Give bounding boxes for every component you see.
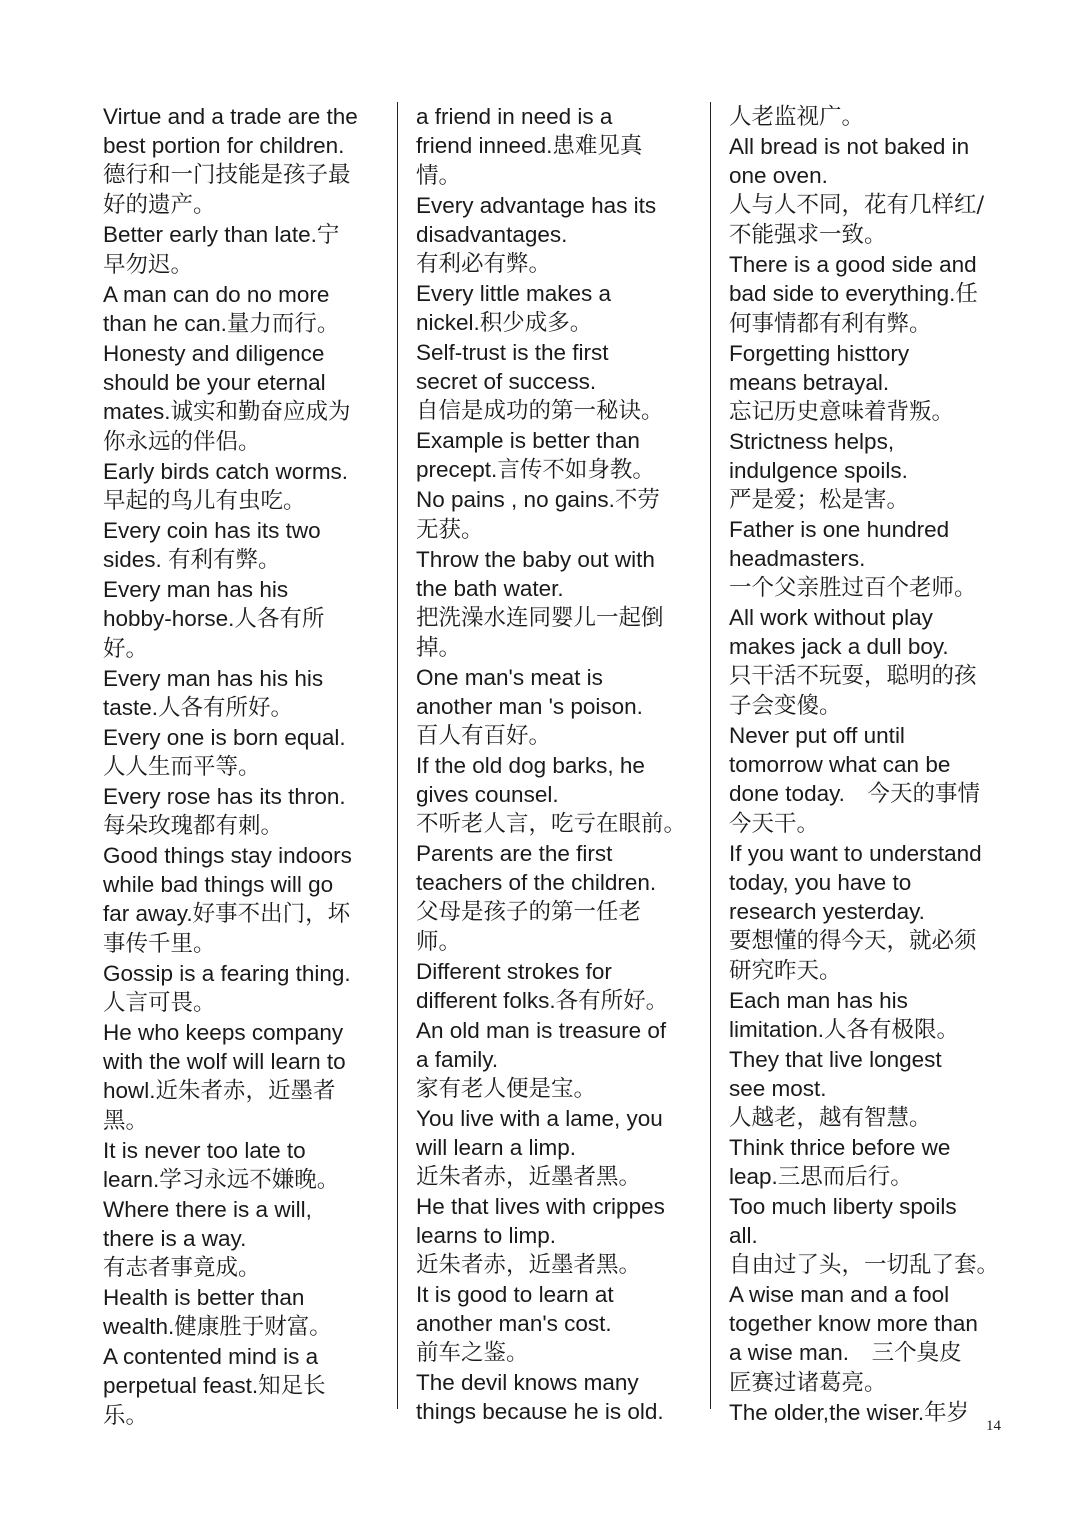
text-line: see most. bbox=[729, 1076, 827, 1101]
text-line: A contented mind is a bbox=[103, 1344, 319, 1369]
text-line: today, you have to bbox=[729, 870, 912, 895]
text-line: 近朱者赤，近墨者黑。 bbox=[416, 1252, 642, 1278]
column-divider bbox=[397, 102, 398, 1409]
text-line: secret of success. bbox=[416, 369, 597, 394]
text-line: A man can do no more bbox=[103, 282, 330, 307]
text-line: hobby-horse.人各有所 bbox=[103, 606, 325, 632]
text-line: Better early than late.宁 bbox=[103, 222, 340, 248]
text-line: If you want to understand bbox=[729, 841, 982, 866]
text-line: 师。 bbox=[416, 929, 462, 955]
text-line: precept.言传不如身教。 bbox=[416, 457, 655, 483]
text-line: 早起的鸟儿有虫吃。 bbox=[103, 488, 306, 514]
text-line: tomorrow what can be bbox=[729, 752, 951, 777]
text-line: He who keeps company bbox=[103, 1020, 344, 1045]
text-line: indulgence spoils. bbox=[729, 458, 908, 483]
text-line: than he can.量力而行。 bbox=[103, 311, 340, 337]
column-middle bbox=[416, 102, 698, 1424]
text-line: 人越老，越有智慧。 bbox=[729, 1105, 932, 1131]
text-line: 忘记历史意味着背叛。 bbox=[729, 399, 955, 425]
text-line: things because he is old. bbox=[416, 1399, 664, 1424]
text-line: makes jack a dull boy. bbox=[729, 634, 949, 659]
text-line: 不能强求一致。 bbox=[729, 222, 887, 248]
text-line: sides. 有利有弊。 bbox=[103, 547, 281, 573]
text-line: If the old dog barks, he bbox=[416, 753, 645, 778]
text-line: 黑。 bbox=[103, 1108, 149, 1134]
text-line: howl.近朱者赤，近墨者 bbox=[103, 1078, 336, 1104]
text-line: It is good to learn at bbox=[416, 1282, 614, 1307]
text-line: 有志者事竟成。 bbox=[103, 1255, 261, 1281]
text-line: wealth.健康胜于财富。 bbox=[103, 1314, 332, 1340]
text-line: Example is better than bbox=[416, 428, 640, 453]
text-line: Parents are the first bbox=[416, 841, 613, 866]
text-line: 自信是成功的第一秘诀。 bbox=[416, 398, 664, 424]
text-line: far away.好事不出门，坏 bbox=[103, 901, 351, 927]
text-line: 人老监视广。 bbox=[729, 104, 865, 130]
text-line: The devil knows many bbox=[416, 1370, 639, 1395]
text-line: Think thrice before we bbox=[729, 1135, 951, 1160]
text-line: 好的遗产。 bbox=[103, 192, 216, 218]
text-line: done today. 今天的事情 bbox=[729, 781, 980, 807]
text-line: 何事情都有利有弊。 bbox=[729, 311, 932, 337]
text-line: 家有老人便是宝。 bbox=[416, 1076, 597, 1102]
text-line: nickel.积少成多。 bbox=[416, 310, 593, 336]
text-line: one oven. bbox=[729, 163, 828, 188]
text-line: should be your eternal bbox=[103, 370, 326, 395]
text-line: He that lives with crippes bbox=[416, 1194, 665, 1219]
text-line: 研究昨天。 bbox=[729, 958, 842, 984]
text-line: Self-trust is the first bbox=[416, 340, 609, 365]
text-line: Every one is born equal. bbox=[103, 725, 346, 750]
text-line: 情。 bbox=[416, 163, 462, 189]
text-line: 近朱者赤，近墨者黑。 bbox=[416, 1164, 642, 1190]
text-line: 只干活不玩耍，聪明的孩 bbox=[729, 663, 977, 689]
text-line: 掉。 bbox=[416, 635, 462, 661]
text-line: Forgetting histtory bbox=[729, 341, 910, 366]
text-line: Every coin has its two bbox=[103, 518, 321, 543]
text-line: disadvantages. bbox=[416, 222, 568, 247]
text-line: friend inneed.患难见真 bbox=[416, 133, 643, 159]
text-line: Early birds catch worms. bbox=[103, 459, 349, 484]
text-line: together know more than bbox=[729, 1311, 978, 1336]
text-line: teachers of the children. bbox=[416, 870, 657, 895]
text-line: 严是爱；松是害。 bbox=[729, 487, 910, 513]
text-line: 子会变傻。 bbox=[729, 693, 842, 719]
text-line: A wise man and a fool bbox=[729, 1282, 950, 1307]
text-line: 父母是孩子的第一任老 bbox=[416, 899, 642, 925]
text-line: Too much liberty spoils bbox=[729, 1194, 957, 1219]
text-line: 人与人不同，花有几样红/ bbox=[729, 192, 985, 218]
text-line: Father is one hundred bbox=[729, 517, 950, 542]
text-line: mates.诚实和勤奋应成为 bbox=[103, 399, 351, 425]
text-line: Different strokes for bbox=[416, 959, 612, 984]
text-line: 把洗澡水连同婴儿一起倒 bbox=[416, 605, 664, 631]
text-line: with the wolf will learn to bbox=[103, 1049, 346, 1074]
text-line: different folks.各有所好。 bbox=[416, 988, 669, 1014]
text-line: Good things stay indoors bbox=[103, 843, 352, 868]
text-line: perpetual feast.知足长 bbox=[103, 1373, 326, 1399]
text-line: learn.学习永远不嫌晚。 bbox=[103, 1167, 340, 1193]
text-line: leap.三思而后行。 bbox=[729, 1164, 913, 1190]
text-line: another man 's poison. bbox=[416, 694, 643, 719]
text-line: Every man has his bbox=[103, 577, 289, 602]
text-line: 每朵玫瑰都有刺。 bbox=[103, 813, 284, 839]
text-line: 今天干。 bbox=[729, 811, 820, 837]
text-line: limitation.人各有极限。 bbox=[729, 1017, 960, 1043]
text-line: 要想懂的得今天，就必须 bbox=[729, 928, 977, 954]
text-line: Each man has his bbox=[729, 988, 908, 1013]
text-line: An old man is treasure of bbox=[416, 1018, 667, 1043]
text-line: a friend in need is a bbox=[416, 104, 613, 129]
text-line: learns to limp. bbox=[416, 1223, 557, 1248]
text-line: Gossip is a fearing thing. bbox=[103, 961, 351, 986]
text-line: One man's meat is bbox=[416, 665, 603, 690]
text-line: Every advantage has its bbox=[416, 193, 657, 218]
text-line: 好。 bbox=[103, 636, 149, 662]
text-line: a wise man. 三个臭皮 bbox=[729, 1340, 962, 1366]
text-line: Where there is a will, bbox=[103, 1197, 312, 1222]
text-line: 前车之鉴。 bbox=[416, 1340, 529, 1366]
text-line: gives counsel. bbox=[416, 782, 559, 807]
text-line: 有利必有弊。 bbox=[416, 251, 552, 277]
text-line: 匠赛过诸葛亮。 bbox=[729, 1370, 887, 1396]
text-line: It is never too late to bbox=[103, 1138, 306, 1163]
text-line: All work without play bbox=[729, 605, 933, 630]
text-line: taste.人各有所好。 bbox=[103, 695, 294, 721]
text-line: There is a good side and bbox=[729, 252, 977, 277]
text-line: all. bbox=[729, 1223, 758, 1248]
text-line: 乐。 bbox=[103, 1403, 149, 1429]
text-line: Strictness helps, bbox=[729, 429, 895, 454]
text-line: Every little makes a bbox=[416, 281, 612, 306]
text-line: You live with a lame, you bbox=[416, 1106, 663, 1131]
text-line: Honesty and diligence bbox=[103, 341, 325, 366]
text-line: Every rose has its thron. bbox=[103, 784, 346, 809]
text-line: Every man has his his bbox=[103, 666, 324, 691]
text-line: a family. bbox=[416, 1047, 499, 1072]
column-left bbox=[103, 102, 385, 1429]
text-line: while bad things will go bbox=[103, 872, 334, 897]
text-line: They that live longest bbox=[729, 1047, 942, 1072]
text-line: 无获。 bbox=[416, 517, 484, 543]
text-line: another man's cost. bbox=[416, 1311, 612, 1336]
text-line: Never put off until bbox=[729, 723, 905, 748]
page-number: 14 bbox=[986, 1418, 1001, 1434]
text-line: bad side to everything.任 bbox=[729, 281, 978, 307]
text-line: 德行和一门技能是孩子最 bbox=[103, 162, 351, 188]
text-line: means betrayal. bbox=[729, 370, 890, 395]
text-line: 人言可畏。 bbox=[103, 990, 216, 1016]
text-line: 早勿迟。 bbox=[103, 252, 194, 278]
text-line: 百人有百好。 bbox=[416, 723, 552, 749]
text-line: All bread is not baked in bbox=[729, 134, 970, 159]
text-line: will learn a limp. bbox=[416, 1135, 577, 1160]
text-line: the bath water. bbox=[416, 576, 564, 601]
text-line: Virtue and a trade are the bbox=[103, 104, 358, 129]
column-divider bbox=[710, 102, 711, 1409]
text-line: 一个父亲胜过百个老师。 bbox=[729, 575, 977, 601]
text-line: 你永远的伴侣。 bbox=[103, 429, 261, 455]
text-line: Health is better than bbox=[103, 1285, 305, 1310]
text-line: headmasters. bbox=[729, 546, 866, 571]
text-line: 人人生而平等。 bbox=[103, 754, 261, 780]
text-line: No pains , no gains.不劳 bbox=[416, 487, 660, 513]
text-line: The older,the wiser.年岁 bbox=[729, 1400, 970, 1426]
text-line: 自由过了头，一切乱了套。 bbox=[729, 1252, 1000, 1278]
text-line: 事传千里。 bbox=[103, 931, 216, 957]
text-line: there is a way. bbox=[103, 1226, 247, 1251]
text-line: Throw the baby out with bbox=[416, 547, 655, 572]
text-line: research yesterday. bbox=[729, 899, 925, 924]
text-line: best portion for children. bbox=[103, 133, 345, 158]
text-line: 不听老人言，吃亏在眼前。 bbox=[416, 811, 687, 837]
